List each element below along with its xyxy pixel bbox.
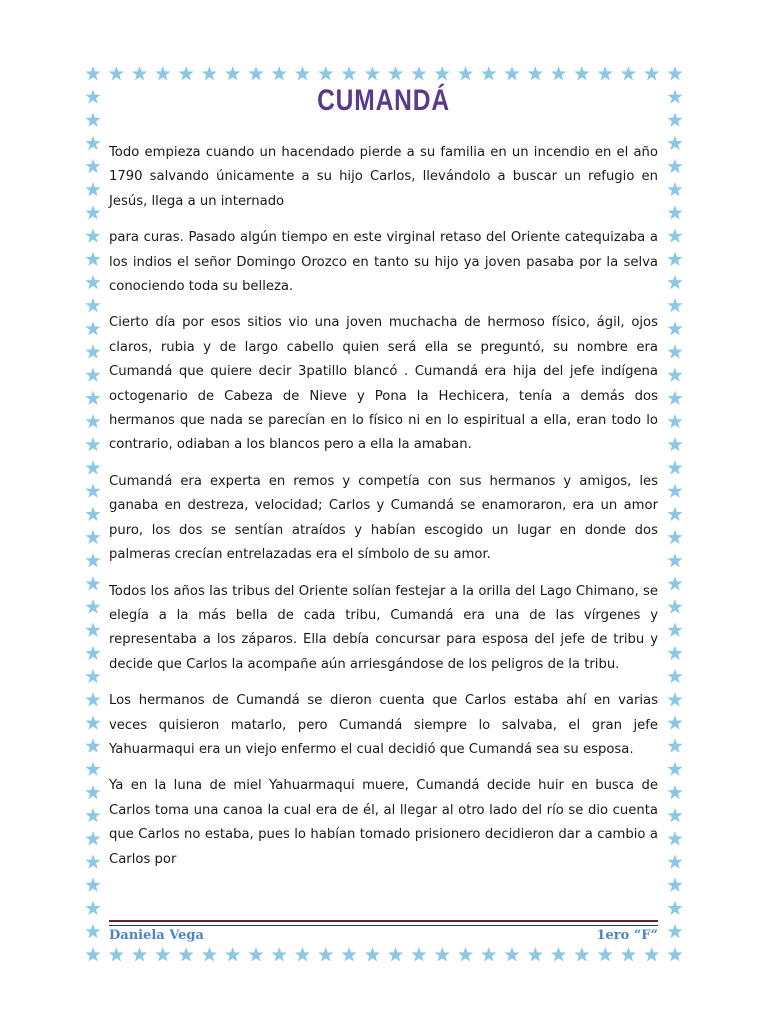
star-icon bbox=[667, 391, 682, 406]
star-icon bbox=[179, 947, 194, 962]
star-icon bbox=[85, 877, 100, 892]
star-icon bbox=[667, 159, 682, 174]
star-icon bbox=[528, 947, 543, 962]
star-icon bbox=[667, 275, 682, 290]
star-icon bbox=[85, 275, 100, 290]
star-icon bbox=[85, 576, 100, 591]
star-icon bbox=[551, 66, 566, 81]
star-icon bbox=[644, 66, 659, 81]
star-icon bbox=[667, 182, 682, 197]
star-icon bbox=[202, 66, 217, 81]
paragraph: Todos los años las tribus del Oriente solían festejar a la orilla del Lago Chimano, se elegía a la más bella de cada tribu, Cumandá era una de las vírgenes y representaba a los záparos. Ella debía concursar para esposa del jefe de tribu y decide que Carlos la acompañe aún arriesgándose de los peligros de la tribu. bbox=[109, 583, 658, 672]
star-icon bbox=[528, 66, 543, 81]
paragraph: Ya en la luna de miel Yahuarmaqui muere, Cumandá decide huir en busca de Carlos toma una canoa la cual era de él, al llegar al otro lado del río se dio cuenta que Carlos no estaba, pues lo habían tomado prisionero decidieron dar a cambio a Carlos por bbox=[109, 778, 658, 867]
star-icon bbox=[667, 228, 682, 243]
star-icon bbox=[85, 252, 100, 267]
star-icon bbox=[667, 483, 682, 498]
star-icon bbox=[85, 785, 100, 800]
paragraph: Cumandá era experta en remos y competía con sus hermanos y amigos, les ganaba en destreza, velocidad; Carlos y Cumandá se enamoraron, era un amor puro, los dos se sentían atraídos y habían escogido un lugar en donde dos palmeras crecían entrelazadas era el símbolo de su amor. bbox=[109, 473, 658, 563]
star-icon bbox=[504, 947, 519, 962]
star-icon bbox=[667, 738, 682, 753]
star-icon bbox=[667, 414, 682, 429]
star-icon bbox=[667, 321, 682, 336]
star-icon bbox=[667, 947, 682, 962]
star-icon bbox=[85, 228, 100, 243]
star-icon bbox=[342, 947, 357, 962]
footer bbox=[109, 928, 658, 946]
star-icon bbox=[667, 599, 682, 614]
star-icon bbox=[109, 947, 124, 962]
star-icon bbox=[248, 66, 263, 81]
star-icon bbox=[85, 808, 100, 823]
star-icon bbox=[132, 947, 147, 962]
star-icon bbox=[225, 66, 240, 81]
star-icon bbox=[388, 947, 403, 962]
page-title: CUMANDÁ bbox=[317, 84, 450, 117]
star-icon bbox=[667, 367, 682, 382]
star-icon bbox=[667, 89, 682, 104]
star-icon bbox=[85, 599, 100, 614]
star-icon bbox=[481, 947, 496, 962]
star-icon bbox=[85, 437, 100, 452]
star-icon bbox=[85, 692, 100, 707]
star-icon bbox=[621, 66, 636, 81]
star-icon bbox=[202, 947, 217, 962]
star-icon bbox=[667, 924, 682, 939]
footer-grade: 1ero “F” bbox=[596, 928, 658, 943]
star-icon bbox=[458, 66, 473, 81]
star-icon bbox=[667, 622, 682, 637]
star-icon bbox=[667, 553, 682, 568]
footer-divider bbox=[109, 920, 658, 926]
star-icon bbox=[435, 66, 450, 81]
star-icon bbox=[667, 344, 682, 359]
star-icon bbox=[85, 460, 100, 475]
star-icon bbox=[85, 344, 100, 359]
star-icon bbox=[598, 66, 613, 81]
star-icon bbox=[667, 437, 682, 452]
star-icon bbox=[667, 854, 682, 869]
star-icon bbox=[85, 507, 100, 522]
document-body bbox=[109, 141, 658, 884]
star-icon bbox=[667, 877, 682, 892]
star-icon bbox=[155, 66, 170, 81]
star-icon bbox=[667, 669, 682, 684]
star-icon bbox=[388, 66, 403, 81]
star-icon bbox=[667, 460, 682, 475]
star-icon bbox=[574, 66, 589, 81]
star-icon bbox=[272, 66, 287, 81]
star-icon bbox=[85, 646, 100, 661]
star-icon bbox=[411, 66, 426, 81]
star-icon bbox=[667, 785, 682, 800]
star-icon bbox=[667, 831, 682, 846]
star-icon bbox=[574, 947, 589, 962]
star-icon bbox=[85, 831, 100, 846]
star-icon bbox=[318, 947, 333, 962]
star-icon bbox=[85, 391, 100, 406]
star-icon bbox=[667, 507, 682, 522]
paragraph: Todo empieza cuando un hacendado pierde a su familia en un incendio en el año 1790 salvando únicamente a su hijo Carlos, llevándolo a buscar un refugio en Jesús, llega a un internado bbox=[109, 145, 658, 209]
star-icon bbox=[85, 321, 100, 336]
star-icon bbox=[481, 66, 496, 81]
star-icon bbox=[85, 205, 100, 220]
star-icon bbox=[667, 901, 682, 916]
star-icon bbox=[667, 808, 682, 823]
star-icon bbox=[85, 112, 100, 127]
star-icon bbox=[458, 947, 473, 962]
star-icon bbox=[85, 182, 100, 197]
star-icon bbox=[411, 947, 426, 962]
star-icon bbox=[342, 66, 357, 81]
star-icon bbox=[85, 136, 100, 151]
star-icon bbox=[667, 715, 682, 730]
paragraph: para curas. Pasado algún tiempo en este virginal retaso del Oriente catequizaba a los indios el señor Domingo Orozco en tanto su hijo ya joven pasaba por la selva conociendo toda su belleza. bbox=[109, 230, 658, 295]
star-icon bbox=[667, 646, 682, 661]
star-icon bbox=[504, 66, 519, 81]
star-icon bbox=[667, 530, 682, 545]
star-icon bbox=[318, 66, 333, 81]
star-icon bbox=[85, 854, 100, 869]
star-icon bbox=[644, 947, 659, 962]
paragraph: Los hermanos de Cumandá se dieron cuenta que Carlos estaba ahí en varias veces quisieron matarlo, pero Cumandá siempre lo salvaba, el gran jefe Yahuarmaqui era un viejo enfermo el cual decidió que Cumandá sea su esposa. bbox=[109, 693, 658, 757]
star-icon bbox=[667, 298, 682, 313]
star-icon bbox=[132, 66, 147, 81]
star-icon bbox=[85, 669, 100, 684]
star-icon bbox=[295, 947, 310, 962]
star-icon bbox=[667, 112, 682, 127]
star-icon bbox=[85, 553, 100, 568]
star-icon bbox=[295, 66, 310, 81]
star-icon bbox=[435, 947, 450, 962]
star-icon bbox=[667, 136, 682, 151]
star-icon bbox=[179, 66, 194, 81]
star-icon bbox=[85, 738, 100, 753]
star-icon bbox=[551, 947, 566, 962]
star-icon bbox=[667, 576, 682, 591]
star-icon bbox=[85, 924, 100, 939]
star-icon bbox=[85, 762, 100, 777]
star-icon bbox=[667, 252, 682, 267]
star-icon bbox=[85, 159, 100, 174]
star-icon bbox=[365, 66, 380, 81]
star-icon bbox=[272, 947, 287, 962]
star-icon bbox=[365, 947, 380, 962]
star-icon bbox=[85, 622, 100, 637]
star-icon bbox=[85, 89, 100, 104]
star-icon bbox=[85, 715, 100, 730]
star-icon bbox=[621, 947, 636, 962]
star-icon bbox=[85, 367, 100, 382]
paragraph: Cierto día por esos sitios vio una joven muchacha de hermoso físico, ágil, ojos claros, rubia y de largo cabello quien será ella se preguntó, su nombre era Cumandá que quiere decir 3patillo blancó . Cumandá era hija del jefe indígena octogenario de Cabeza de Nieve y Pona la Hechicera, tenía a demás dos hermanos que nada se parecían en lo físico ni en lo espiritual a ella, eran todo lo contrario, odiaban a los blancos pero a ella la amaban. bbox=[109, 315, 658, 453]
footer-author: Daniela Vega bbox=[109, 928, 204, 943]
star-icon bbox=[85, 298, 100, 313]
star-icon bbox=[85, 901, 100, 916]
star-icon bbox=[667, 762, 682, 777]
star-icon bbox=[85, 66, 100, 81]
star-icon bbox=[85, 530, 100, 545]
star-icon bbox=[85, 947, 100, 962]
star-icon bbox=[248, 947, 263, 962]
star-icon bbox=[667, 205, 682, 220]
star-icon bbox=[85, 483, 100, 498]
star-icon bbox=[85, 414, 100, 429]
star-icon bbox=[225, 947, 240, 962]
star-icon bbox=[667, 66, 682, 81]
star-icon bbox=[109, 66, 124, 81]
star-icon bbox=[598, 947, 613, 962]
star-icon bbox=[155, 947, 170, 962]
star-icon bbox=[667, 692, 682, 707]
